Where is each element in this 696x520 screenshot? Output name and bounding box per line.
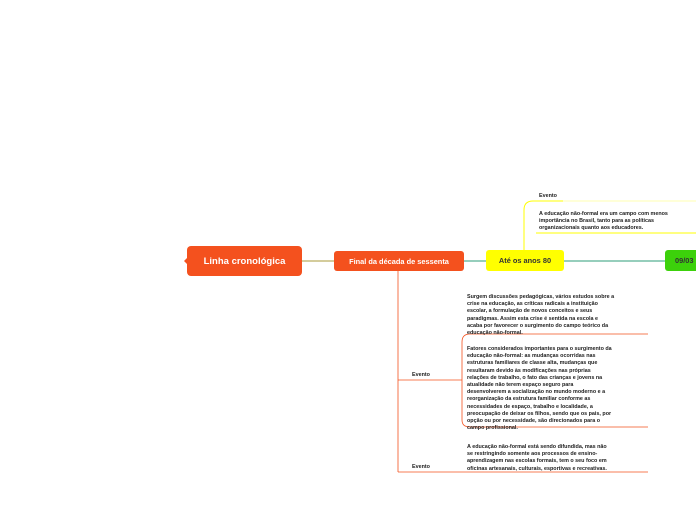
root-node[interactable]: Linha cronológica	[187, 246, 302, 276]
node-partial-date[interactable]: 09/03	[665, 250, 696, 271]
event1-text-1[interactable]: Surgem discussões pedagógicas, vários estudos sobre a crise na educação, as críticas radicais a instituição escolar, a formulação de novos conceitos e seus paradigmas. Assim esta crise é sentida na escola e acaba por favorecer o surgimento do campo teórico da educação não-formal.	[467, 294, 615, 337]
event-label-1[interactable]: Evento	[412, 372, 430, 378]
event2-text[interactable]: A educação não-formal está sendo difundida, mas não se restringindo somente aos processos de ensino- aprendizagem nas escolas formais, tem o seu foco em oficinas artesanais, culturais, esportivas e recreativas.	[467, 444, 607, 472]
node-ate-anos-80[interactable]: Até os anos 80	[486, 250, 564, 271]
event1-text-2[interactable]: Fatores considerados importantes para o surgimento da educação não-formal: as mudanças ocorridas nas estruturas familiares de classe alta, mudanças que resultaram devido às modificações nas próprias relações de trabalho, o fato das crianças e jovens na atualidade não terem espaço seguro para desenvolverem a socialização no mundo moderno e a reorganização da estrutura familiar conforme as necessidades de espaço, trabalho e localidade, a preocupação de deixar os filhos, sendo que os pais, por opção ou por necessidade, são direcionados para o campo profissional.	[467, 346, 612, 432]
node-final-decada-sessenta[interactable]: Final da década de sessenta	[334, 251, 464, 271]
event-text-80s[interactable]: A educação não-formal era um campo com menos importância no Brasil, tanto para as políticas organizacionais quanto aos educadores.	[539, 211, 668, 232]
event-label-80s[interactable]: Evento	[539, 193, 557, 199]
event-label-2[interactable]: Evento	[412, 464, 430, 470]
